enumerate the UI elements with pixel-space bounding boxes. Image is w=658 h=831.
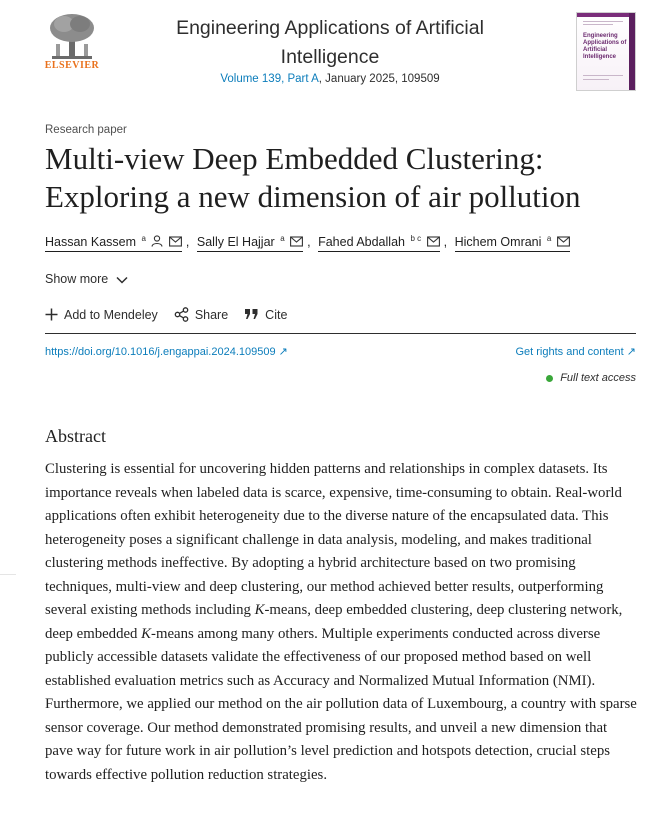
abstract-part-2: -means, deep embedded clustering, deep clustering network, deep embedded	[45, 602, 623, 642]
author-name: Hichem Omrani	[454, 235, 542, 250]
article-actions	[45, 307, 287, 322]
issue-date-id: , January 2025, 109509	[318, 73, 440, 85]
volume-line	[150, 73, 510, 85]
person-icon	[151, 235, 163, 247]
author-name: Fahed Abdallah	[318, 235, 405, 250]
access-label: Full text access	[560, 372, 636, 384]
author-link[interactable]	[318, 234, 440, 252]
add-to-mendeley-label: Add to Mendeley	[64, 307, 158, 322]
author-link[interactable]	[45, 234, 182, 252]
journal-header	[0, 0, 658, 100]
abstract-k-symbol: K	[254, 602, 265, 618]
show-more-button[interactable]	[45, 272, 128, 286]
affiliation-marker: a	[141, 234, 146, 243]
affiliation-marker: a	[546, 234, 552, 243]
doi-link[interactable]: https://doi.org/10.1016/j.engappai.2024.109509 ↗	[45, 346, 288, 358]
section-divider	[45, 333, 636, 334]
affiliation-marker: b c	[410, 234, 422, 243]
envelope-icon	[557, 236, 570, 247]
show-more-label: Show more	[45, 272, 109, 286]
envelope-icon	[169, 236, 182, 247]
share-button[interactable]	[174, 307, 228, 322]
affiliation-marker: a	[280, 234, 285, 243]
cite-label: Cite	[265, 307, 288, 322]
envelope-icon	[290, 236, 303, 247]
plus-icon	[45, 308, 58, 321]
abstract-heading: Abstract	[45, 426, 106, 446]
article-type: Research paper	[45, 124, 127, 136]
journal-title	[150, 14, 510, 72]
author-name: Hassan Kassem	[45, 235, 137, 250]
author-link[interactable]	[197, 234, 303, 252]
access-status	[546, 372, 636, 384]
journal-title-link[interactable]: Engineering Applications of Artificial Intelligence	[176, 17, 484, 68]
share-icon	[174, 307, 189, 322]
abstract-part-3: -means among many others. Multiple experiments conducted across diverse publicly accessible datasets validate the effectiveness of our proposed method based on well established evaluation metrics such as Accuracy and Normalized Mutual Information (NMI). Furthermore, we applied our method on the air pollution data of Luxembourg, a country with sparse sensor coverage. Our method demonstrated promising results, and unveil a new dimension that pave way for future work in air pollution’s level prediction and hotspots detection, crucial steps towards effective pollution reduction strategies.	[45, 625, 637, 783]
access-status-dot-icon	[546, 375, 553, 382]
journal-cover-image[interactable]	[576, 12, 636, 91]
quote-icon	[244, 308, 259, 321]
chevron-down-icon	[116, 276, 128, 284]
abstract-k-symbol: K	[141, 625, 152, 642]
abstract-text	[45, 458, 637, 787]
volume-link[interactable]: Volume 139, Part A	[220, 73, 319, 85]
author-name: Sally El Hajjar	[196, 235, 275, 250]
cover-title: Engineering Applications of Artificial Intelligence	[583, 33, 627, 60]
left-edge-rule	[0, 574, 16, 575]
author-link[interactable]	[455, 234, 570, 252]
cite-button[interactable]	[244, 307, 287, 322]
add-to-mendeley-button[interactable]	[45, 307, 158, 322]
article-title: Multi-view Deep Embedded Clustering: Exploring a new dimension of air pollution	[45, 141, 581, 214]
abstract-part-1: Clustering is essential for uncovering hidden patterns and relationships in complex datasets. Its importance reveals when labeled data is scarce, expensive, time-consuming to obtain. Real-world applications often exhibit heterogeneity due to the diverse nature of the encapsulated data. This heterogeneity poses a significant challenge in data analysis, modeling, and makes traditional clustering methods ineffective. By adopting a hybrid architecture based on two promising techniques, multi-view and deep clustering, our method achieved better results, outperforming several existing methods including	[45, 461, 622, 618]
envelope-icon	[427, 236, 440, 247]
share-label: Share	[194, 307, 229, 322]
rights-link[interactable]: Get rights and content ↗	[515, 346, 636, 358]
author-list: Hassan Kassem $^a$ , Sally El Hajjar $^a$ , Fahed Abdallah $^{b c}$ , Hichem Omrani $^a$	[45, 234, 574, 254]
elsevier-wordmark: ELSEVIER	[44, 60, 100, 71]
